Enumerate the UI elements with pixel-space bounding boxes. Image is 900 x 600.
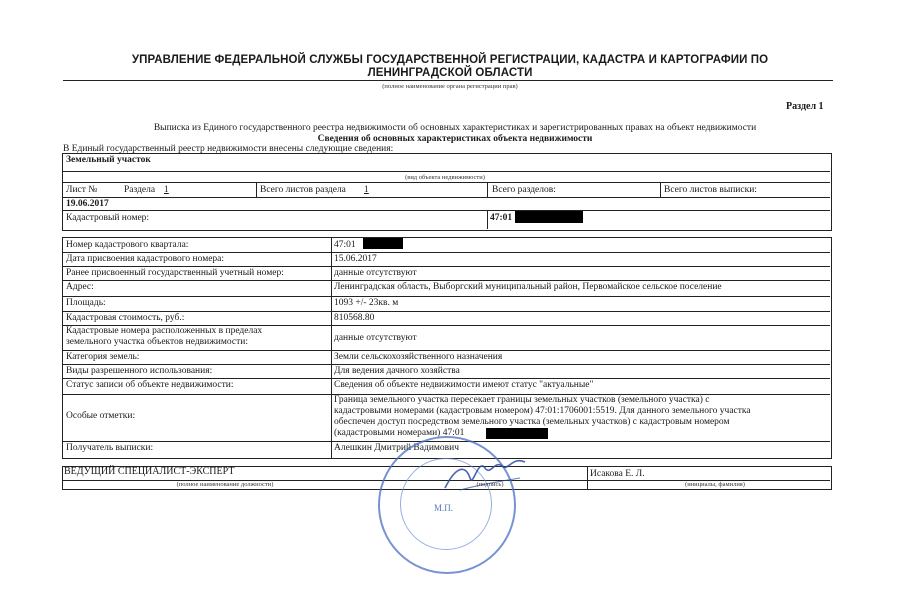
row-value: 47:01 (334, 240, 356, 250)
row-label: Кадастровая стоимость, руб.: (66, 313, 185, 323)
row-value: 15.06.2017 (334, 254, 377, 264)
divider (63, 210, 830, 211)
header-underline (63, 80, 833, 81)
column-divider (331, 237, 332, 458)
row-value: Ленинградская область, Выборгский муниципальный район, Первомайское сельское поселение (334, 282, 722, 292)
row-value: 1093 +/- 23кв. м (334, 298, 399, 308)
row-value: данные отсутствуют (334, 268, 417, 278)
row-label: Виды разрешенного использования: (66, 366, 213, 376)
row-value: Земли сельскохозяйственного назначения (334, 352, 503, 362)
row-label: Особые отметки: (66, 411, 136, 421)
handwritten-signature (440, 448, 530, 508)
row-divider (63, 296, 830, 297)
row-value: Алешкин Дмитрий Вадимович (334, 443, 460, 453)
row-divider (63, 350, 830, 351)
row-value-line: (кадастровыми номерами) 47:01 (334, 428, 465, 438)
row-label: Адрес: (66, 282, 94, 292)
cadastral-label: Кадастровый номер: (66, 213, 150, 223)
divider (587, 466, 588, 489)
row-value: Сведения об объекте недвижимости имеют статус "актуальные" (334, 380, 594, 390)
row-value: данные отсутствуют (334, 333, 417, 343)
organization-caption: (полное наименование органа регистрации прав) (382, 83, 518, 90)
row-label: Дата присвоения кадастрового номера: (66, 254, 225, 264)
row-divider (63, 266, 830, 267)
organization-title: УПРАВЛЕНИЕ ФЕДЕРАЛЬНОЙ СЛУЖБЫ ГОСУДАРСТВЕННОЙ РЕГИСТРАЦИИ, КАДАСТРА И КАРТОГРАФИИ ПО ЛЕНИНГРАДСКОЙ ОБЛАСТИ (131, 54, 769, 79)
signer-name: Исакова Е. Л. (590, 469, 645, 479)
row-label: Площадь: (66, 298, 106, 308)
divider (487, 182, 488, 197)
position-caption: (полное наименование должности) (176, 481, 274, 488)
sign-caption: (подпись) (476, 481, 504, 488)
row-label: Получатель выписки: (66, 443, 154, 453)
sheet-label: Лист № (66, 185, 98, 195)
divider (63, 171, 830, 172)
section-label: Раздел 1 (786, 101, 824, 112)
divider (660, 182, 661, 197)
row-label: Кадастровые номера расположенных в пределах (66, 326, 263, 336)
row-label: Номер кадастрового квартала: (66, 240, 189, 250)
total-sheets-value: 1 (364, 185, 369, 195)
redaction-bar (515, 211, 583, 223)
total-sheets-label: Всего листов раздела (260, 185, 346, 195)
extract-subtitle: Сведения об основных характеристиках объекта недвижимости (317, 134, 593, 144)
cadastral-value: 47:01 (490, 213, 513, 223)
row-divider (63, 311, 830, 312)
row-label: Ранее присвоенный государственный учетный номер: (66, 268, 284, 278)
divider (256, 182, 257, 197)
row-divider (63, 364, 830, 365)
divider (487, 210, 488, 229)
extract-title: Выписка из Единого государственного реестра недвижимости об основных характеристиках и зарегистрированных правах на объект недвижимости (153, 123, 757, 133)
section-num-value: 1 (164, 185, 169, 195)
total-sections-label: Всего разделов: (492, 185, 556, 195)
row-value: 810568.80 (334, 313, 375, 323)
object-type-caption: (вид объекта недвижимости) (405, 174, 485, 181)
redaction-bar (363, 238, 403, 249)
row-label: Статус записи об объекте недвижимости: (66, 380, 234, 390)
row-value-line: кадастровыми номерами (кадастровым номером) 47:01:1706001:5519. Для данного земельного участка (334, 406, 751, 416)
divider (63, 197, 830, 198)
extract-date: 19.06.2017 (66, 199, 109, 209)
row-value-line: обеспечен доступ посредством земельного участка (земельных участков) с кадастровым номером (334, 417, 730, 427)
total-extract-label: Всего листов выписки: (664, 185, 757, 195)
row-label: Категория земель: (66, 352, 140, 362)
redaction-bar (486, 428, 548, 439)
row-divider (63, 280, 830, 281)
object-type: Земельный участок (66, 155, 151, 165)
row-value-line: Граница земельного участка пересекает границы земельных участков (земельного участка) с (334, 395, 710, 405)
intro-text: В Единый государственный реестр недвижимости внесены следующие сведения: (63, 144, 394, 154)
stamp-label: М.П. (434, 503, 454, 513)
row-divider (63, 378, 830, 379)
row-divider (63, 252, 830, 253)
name-caption: (инициалы, фамилия) (685, 481, 745, 488)
divider (63, 182, 830, 183)
signer-position: ВЕДУЩИЙ СПЕЦИАЛИСТ-ЭКСПЕРТ (64, 466, 235, 477)
row-label-continued: земельного участка объектов недвижимости: (66, 337, 248, 347)
row-value: Для ведения дачного хозяйства (334, 366, 460, 376)
section-num-label: Раздела (124, 185, 156, 195)
